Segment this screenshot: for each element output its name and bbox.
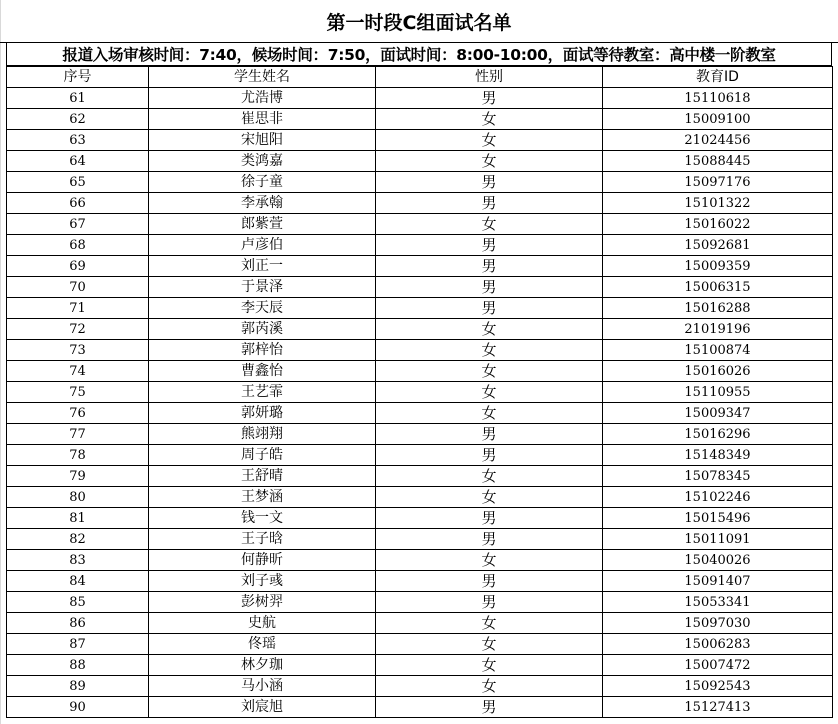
table-row [7,172,833,193]
cell-no[interactable]: 80 [7,487,149,508]
cell-no[interactable]: 84 [7,571,149,592]
cell-gender[interactable]: 男 [376,277,603,298]
cell-edu-id[interactable]: 21024456 [603,130,833,151]
interview-list-table [6,66,833,718]
cell-no[interactable]: 88 [7,655,149,676]
cell-gender[interactable]: 女 [376,403,603,424]
cell-gender[interactable]: 男 [376,256,603,277]
cell-gender[interactable]: 女 [376,634,603,655]
table-row [7,676,833,697]
table-row [7,571,833,592]
cell-no[interactable]: 89 [7,676,149,697]
cell-name[interactable]: 王艺霏 [149,382,376,403]
table-row [7,403,833,424]
table-row [7,88,833,109]
cell-no[interactable]: 79 [7,466,149,487]
cell-name[interactable]: 郎紫萱 [149,214,376,235]
cell-gender[interactable]: 女 [376,130,603,151]
cell-no[interactable]: 81 [7,508,149,529]
table-row [7,508,833,529]
cell-no[interactable]: 83 [7,550,149,571]
cell-gender[interactable]: 男 [376,235,603,256]
cell-name[interactable]: 于景泽 [149,277,376,298]
table-row [7,130,833,151]
cell-no[interactable]: 71 [7,298,149,319]
cell-gender[interactable]: 女 [376,319,603,340]
cell-edu-id[interactable]: 15091407 [603,571,833,592]
cell-name[interactable]: 尤浩博 [149,88,376,109]
table-row [7,466,833,487]
cell-edu-id[interactable]: 15100874 [603,340,833,361]
cell-no[interactable]: 82 [7,529,149,550]
cell-name[interactable]: 徐子童 [149,172,376,193]
cell-gender[interactable]: 男 [376,193,603,214]
cell-name[interactable]: 郭芮溪 [149,319,376,340]
cell-edu-id[interactable]: 15016296 [603,424,833,445]
cell-gender[interactable]: 女 [376,382,603,403]
header-name[interactable]: 学生姓名 [149,67,376,88]
table-row [7,550,833,571]
cell-name[interactable]: 刘正一 [149,256,376,277]
cell-gender[interactable]: 男 [376,571,603,592]
cell-name[interactable]: 周子皓 [149,445,376,466]
cell-edu-id[interactable]: 15148349 [603,445,833,466]
cell-name[interactable]: 崔思非 [149,109,376,130]
cell-no[interactable]: 76 [7,403,149,424]
cell-no[interactable]: 75 [7,382,149,403]
cell-edu-id[interactable]: 15040026 [603,550,833,571]
cell-edu-id[interactable]: 15009359 [603,256,833,277]
cell-no[interactable]: 72 [7,319,149,340]
cell-no[interactable]: 86 [7,613,149,634]
cell-name[interactable]: 王舒晴 [149,466,376,487]
cell-gender[interactable]: 女 [376,109,603,130]
cell-edu-id[interactable]: 21019196 [603,319,833,340]
cell-no[interactable]: 67 [7,214,149,235]
table-row [7,298,833,319]
cell-edu-id[interactable]: 15006315 [603,277,833,298]
cell-no[interactable]: 87 [7,634,149,655]
cell-gender[interactable]: 女 [376,214,603,235]
cell-name[interactable]: 刘宸旭 [149,697,376,718]
cell-name[interactable]: 宋旭阳 [149,130,376,151]
cell-no[interactable]: 64 [7,151,149,172]
table-row [7,487,833,508]
cell-gender[interactable]: 男 [376,592,603,613]
cell-name[interactable]: 马小涵 [149,676,376,697]
table-row [7,193,833,214]
cell-gender[interactable]: 男 [376,697,603,718]
schedule-notice[interactable]: 报道入场审核时间：7:40，候场时间：7:50，面试时间：8:00-10:00，面试等待教室：高中楼一阶教室 [6,42,832,66]
cell-name[interactable]: 王梦涵 [149,487,376,508]
cell-name[interactable]: 刘子彧 [149,571,376,592]
cell-gender[interactable]: 女 [376,487,603,508]
cell-name[interactable]: 熊翊翔 [149,424,376,445]
cell-name[interactable]: 彭树羿 [149,592,376,613]
cell-edu-id[interactable]: 15006283 [603,634,833,655]
cell-gender[interactable]: 女 [376,613,603,634]
cell-edu-id[interactable]: 15053341 [603,592,833,613]
cell-name[interactable]: 郭梓怡 [149,340,376,361]
cell-edu-id[interactable]: 15016288 [603,298,833,319]
cell-edu-id[interactable]: 15097030 [603,613,833,634]
table-row [7,445,833,466]
cell-name[interactable]: 卢彦伯 [149,235,376,256]
table-row [7,151,833,172]
cell-edu-id[interactable]: 15078345 [603,466,833,487]
cell-name[interactable]: 史航 [149,613,376,634]
header-row [7,67,833,88]
cell-no[interactable]: 63 [7,130,149,151]
cell-no[interactable]: 66 [7,193,149,214]
cell-edu-id[interactable]: 15088445 [603,151,833,172]
table-row [7,214,833,235]
cell-edu-id[interactable]: 15110955 [603,382,833,403]
cell-name[interactable]: 钱一文 [149,508,376,529]
cell-edu-id[interactable]: 15097176 [603,172,833,193]
cell-edu-id[interactable]: 15102246 [603,487,833,508]
table-row [7,235,833,256]
cell-name[interactable]: 林夕珈 [149,655,376,676]
cell-edu-id[interactable]: 15092681 [603,235,833,256]
cell-no[interactable]: 69 [7,256,149,277]
header-gender[interactable]: 性别 [376,67,603,88]
table-row [7,613,833,634]
cell-gender[interactable]: 男 [376,508,603,529]
table-row [7,382,833,403]
cell-name[interactable]: 李天辰 [149,298,376,319]
cell-name[interactable]: 何静昕 [149,550,376,571]
cell-no[interactable]: 61 [7,88,149,109]
table-row [7,277,833,298]
cell-edu-id[interactable]: 15101322 [603,193,833,214]
cell-edu-id[interactable]: 15127413 [603,697,833,718]
table-row [7,319,833,340]
cell-edu-id[interactable]: 15009347 [603,403,833,424]
cell-gender[interactable]: 女 [376,466,603,487]
table-row [7,697,833,718]
cell-edu-id[interactable]: 15092543 [603,676,833,697]
table-row [7,655,833,676]
table-row [7,592,833,613]
cell-name[interactable]: 曹鑫怡 [149,361,376,382]
cell-gender[interactable]: 男 [376,424,603,445]
header-no[interactable]: 序号 [7,67,149,88]
cell-no[interactable]: 78 [7,445,149,466]
table-row [7,109,833,130]
cell-edu-id[interactable]: 15110618 [603,88,833,109]
cell-gender[interactable]: 男 [376,298,603,319]
table-row [7,340,833,361]
table-row [7,634,833,655]
cell-no[interactable]: 74 [7,361,149,382]
cell-no[interactable]: 65 [7,172,149,193]
cell-edu-id[interactable]: 15016022 [603,214,833,235]
cell-gender[interactable]: 男 [376,88,603,109]
table-row [7,361,833,382]
cell-gender[interactable]: 女 [376,361,603,382]
table-row [7,529,833,550]
cell-gender[interactable]: 男 [376,445,603,466]
cell-gender[interactable]: 女 [376,676,603,697]
cell-name[interactable]: 王子晗 [149,529,376,550]
cell-name[interactable]: 佟瑶 [149,634,376,655]
cell-name[interactable]: 郭妍璐 [149,403,376,424]
cell-no[interactable]: 77 [7,424,149,445]
table-row [7,424,833,445]
cell-no[interactable]: 90 [7,697,149,718]
sheet-title[interactable]: 第一时段C组面试名单 [0,0,838,43]
cell-edu-id[interactable]: 15009100 [603,109,833,130]
table-row [7,256,833,277]
cell-no[interactable]: 62 [7,109,149,130]
cell-edu-id[interactable]: 15007472 [603,655,833,676]
cell-edu-id[interactable]: 15011091 [603,529,833,550]
cell-name[interactable]: 李承翰 [149,193,376,214]
cell-no[interactable]: 73 [7,340,149,361]
cell-edu-id[interactable]: 15015496 [603,508,833,529]
cell-gender[interactable]: 女 [376,655,603,676]
cell-gender[interactable]: 女 [376,550,603,571]
cell-gender[interactable]: 女 [376,151,603,172]
cell-edu-id[interactable]: 15016026 [603,361,833,382]
cell-gender[interactable]: 男 [376,172,603,193]
cell-no[interactable]: 70 [7,277,149,298]
cell-gender[interactable]: 女 [376,340,603,361]
header-edu-id[interactable]: 教育ID [603,67,833,88]
cell-no[interactable]: 85 [7,592,149,613]
cell-no[interactable]: 68 [7,235,149,256]
cell-gender[interactable]: 男 [376,529,603,550]
cell-name[interactable]: 类鸿嘉 [149,151,376,172]
